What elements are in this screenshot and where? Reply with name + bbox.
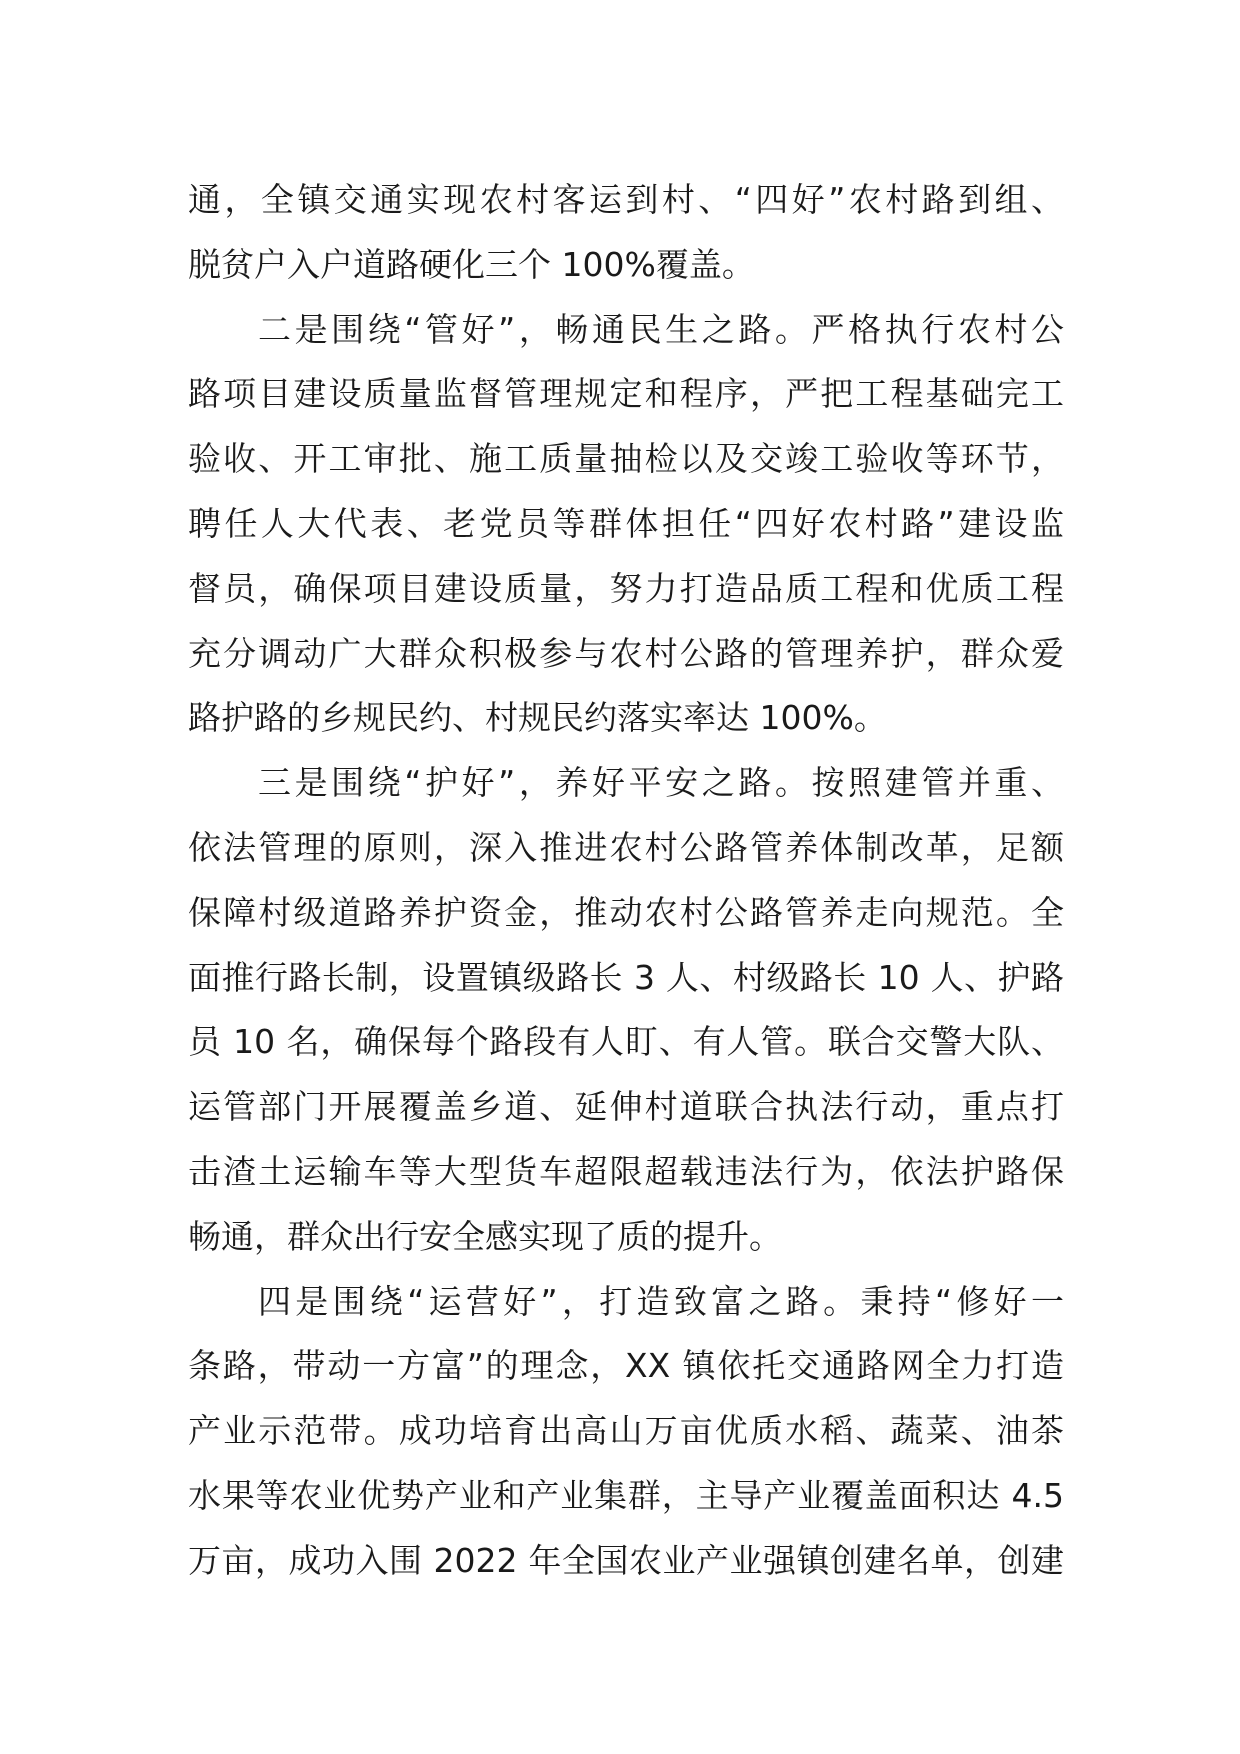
text-line: 聘任人大代表、老党员等群体担任“四好农村路”建设监 — [188, 503, 1064, 543]
paragraph-first-line: 二是围绕“管好”，畅通民生之路。严格执行农村公 — [258, 309, 1064, 349]
text-line: 督员，确保项目建设质量，努力打造品质工程和优质工程 — [188, 568, 1064, 608]
text-line: 依法管理的原则，深入推进农村公路管养体制改革，足额 — [188, 827, 1064, 867]
text-line: 面推行路长制，设置镇级路长 3 人、村级路长 10 人、护路 — [188, 957, 1064, 997]
text-line: 条路，带动一方富”的理念，XX 镇依托交通路网全力打造 — [188, 1346, 1064, 1386]
text-line: 充分调动广大群众积极参与农村公路的管理养护，群众爱 — [188, 633, 1064, 673]
text-line: 水果等农业优势产业和产业集群，主导产业覆盖面积达 4.5 — [188, 1475, 1064, 1515]
text-line: 验收、开工审批、施工质量抽检以及交竣工验收等环节， — [188, 439, 1064, 479]
text-line: 运管部门开展覆盖乡道、延伸村道联合执法行动，重点打 — [188, 1087, 1064, 1127]
paragraph-first-line: 三是围绕“护好”，养好平安之路。按照建管并重、 — [258, 763, 1064, 803]
text-line: 通，全镇交通实现农村客运到村、“四好”农村路到组、 — [188, 180, 1064, 219]
text-line: 路项目建设质量监督管理规定和程序，严把工程基础完工 — [188, 374, 1064, 414]
text-line: 员 10 名，确保每个路段有人盯、有人管。联合交警大队、 — [188, 1022, 1064, 1062]
text-line: 路护路的乡规民约、村规民约落实率达 100%。 — [188, 698, 887, 738]
text-line: 产业示范带。成功培育出高山万亩优质水稻、蔬菜、油茶 — [188, 1411, 1064, 1451]
paragraph-first-line: 四是围绕“运营好”，打造致富之路。秉持“修好一 — [258, 1281, 1064, 1321]
text-line: 脱贫户入户道路硬化三个 100%覆盖。 — [188, 244, 755, 284]
text-line: 畅通，群众出行安全感实现了质的提升。 — [188, 1216, 782, 1256]
text-line: 保障村级道路养护资金，推动农村公路管养走向规范。全 — [188, 892, 1064, 932]
text-line: 万亩，成功入围 2022 年全国农业产业强镇创建名单，创建 — [188, 1540, 1064, 1580]
body-text — [188, 168, 1064, 1594]
text-line: 击渣土运输车等大型货车超限超载违法行为，依法护路保 — [188, 1151, 1064, 1191]
